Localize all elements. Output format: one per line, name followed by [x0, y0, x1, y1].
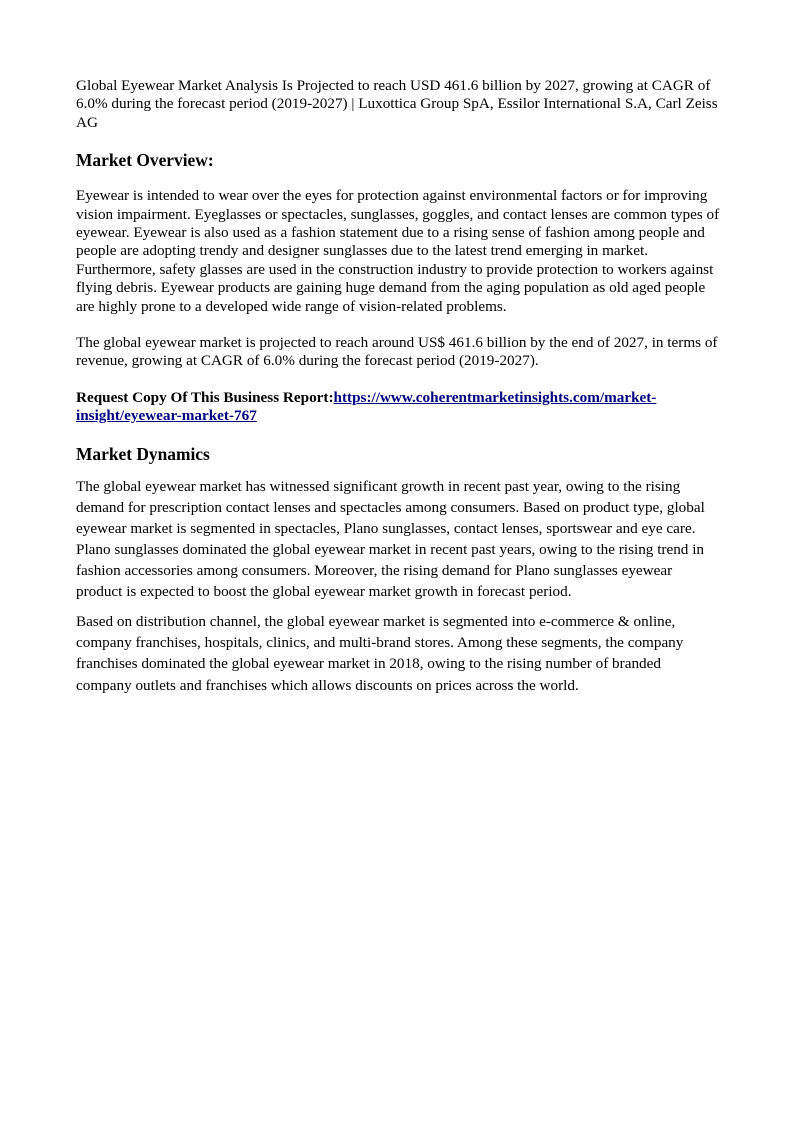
overview-paragraph-2: The global eyewear market is projected to reach around US$ 461.6 billion by the end of 2027, in terms of revenue, growing at CAGR of 6.0% during the forecast period (2019-2027). — [76, 334, 718, 370]
request-copy-line — [76, 389, 720, 426]
request-copy-label: Request Copy Of This Business Report: — [76, 388, 334, 406]
dynamics-paragraph-1: The global eyewear market has witnessed significant growth in recent past year, owing to the rising demand for prescription contact lenses and spectacles among consumers. Based on product type, global eyewear market is segmented in spectacles, Plano sunglasses, contact lenses, sportswear and eye care. Plano sunglasses dominated the global eyewear market in recent past years, owing to the rising trend in fashion accessories among consumers. Moreover, the rising demand for Plano sunglasses eyewear product is expected to boost the global eyewear market growth in forecast period. — [76, 477, 705, 601]
market-dynamics-heading: Market Dynamics — [76, 443, 210, 464]
overview-paragraph-1: Eyewear is intended to wear over the eyes for protection against environmental factors or for improving vision impairment. Eyeglasses or spectacles, sunglasses, goggles, and contact lenses are common types of eyewear. Eyewear is also used as a fashion statement due to a rising sense of fashion among people and people are adopting trendy and designer sunglasses due to the latest trend emerging in market. Furthermore, safety glasses are used in the construction industry to provide protection to workers against flying debris. Eyewear products are gaining huge demand from the aging population as old aged people are highly prone to a developed wide range of vision-related problems. — [76, 187, 720, 315]
document-title: Global Eyewear Market Analysis Is Projected to reach USD 461.6 billion by 2027, growing at CAGR of 6.0% during the forecast period (2019-2027) | Luxottica Group SpA, Essilor International S.A, Carl Zeiss AG — [76, 77, 718, 131]
report-link[interactable]: https://www.coherentmarketinsights.com/market-insight/eyewear-market-767 — [76, 388, 657, 425]
dynamics-paragraph-2: Based on distribution channel, the global eyewear market is segmented into e-commerce & online, company franchises, hospitals, clinics, and multi-brand stores. Among these segments, the company franchises dominated the global eyewear market in 2018, owing to the rising number of branded company outlets and franchises which allows discounts on prices across the world. — [76, 613, 684, 694]
market-overview-heading: Market Overview: — [76, 150, 214, 171]
